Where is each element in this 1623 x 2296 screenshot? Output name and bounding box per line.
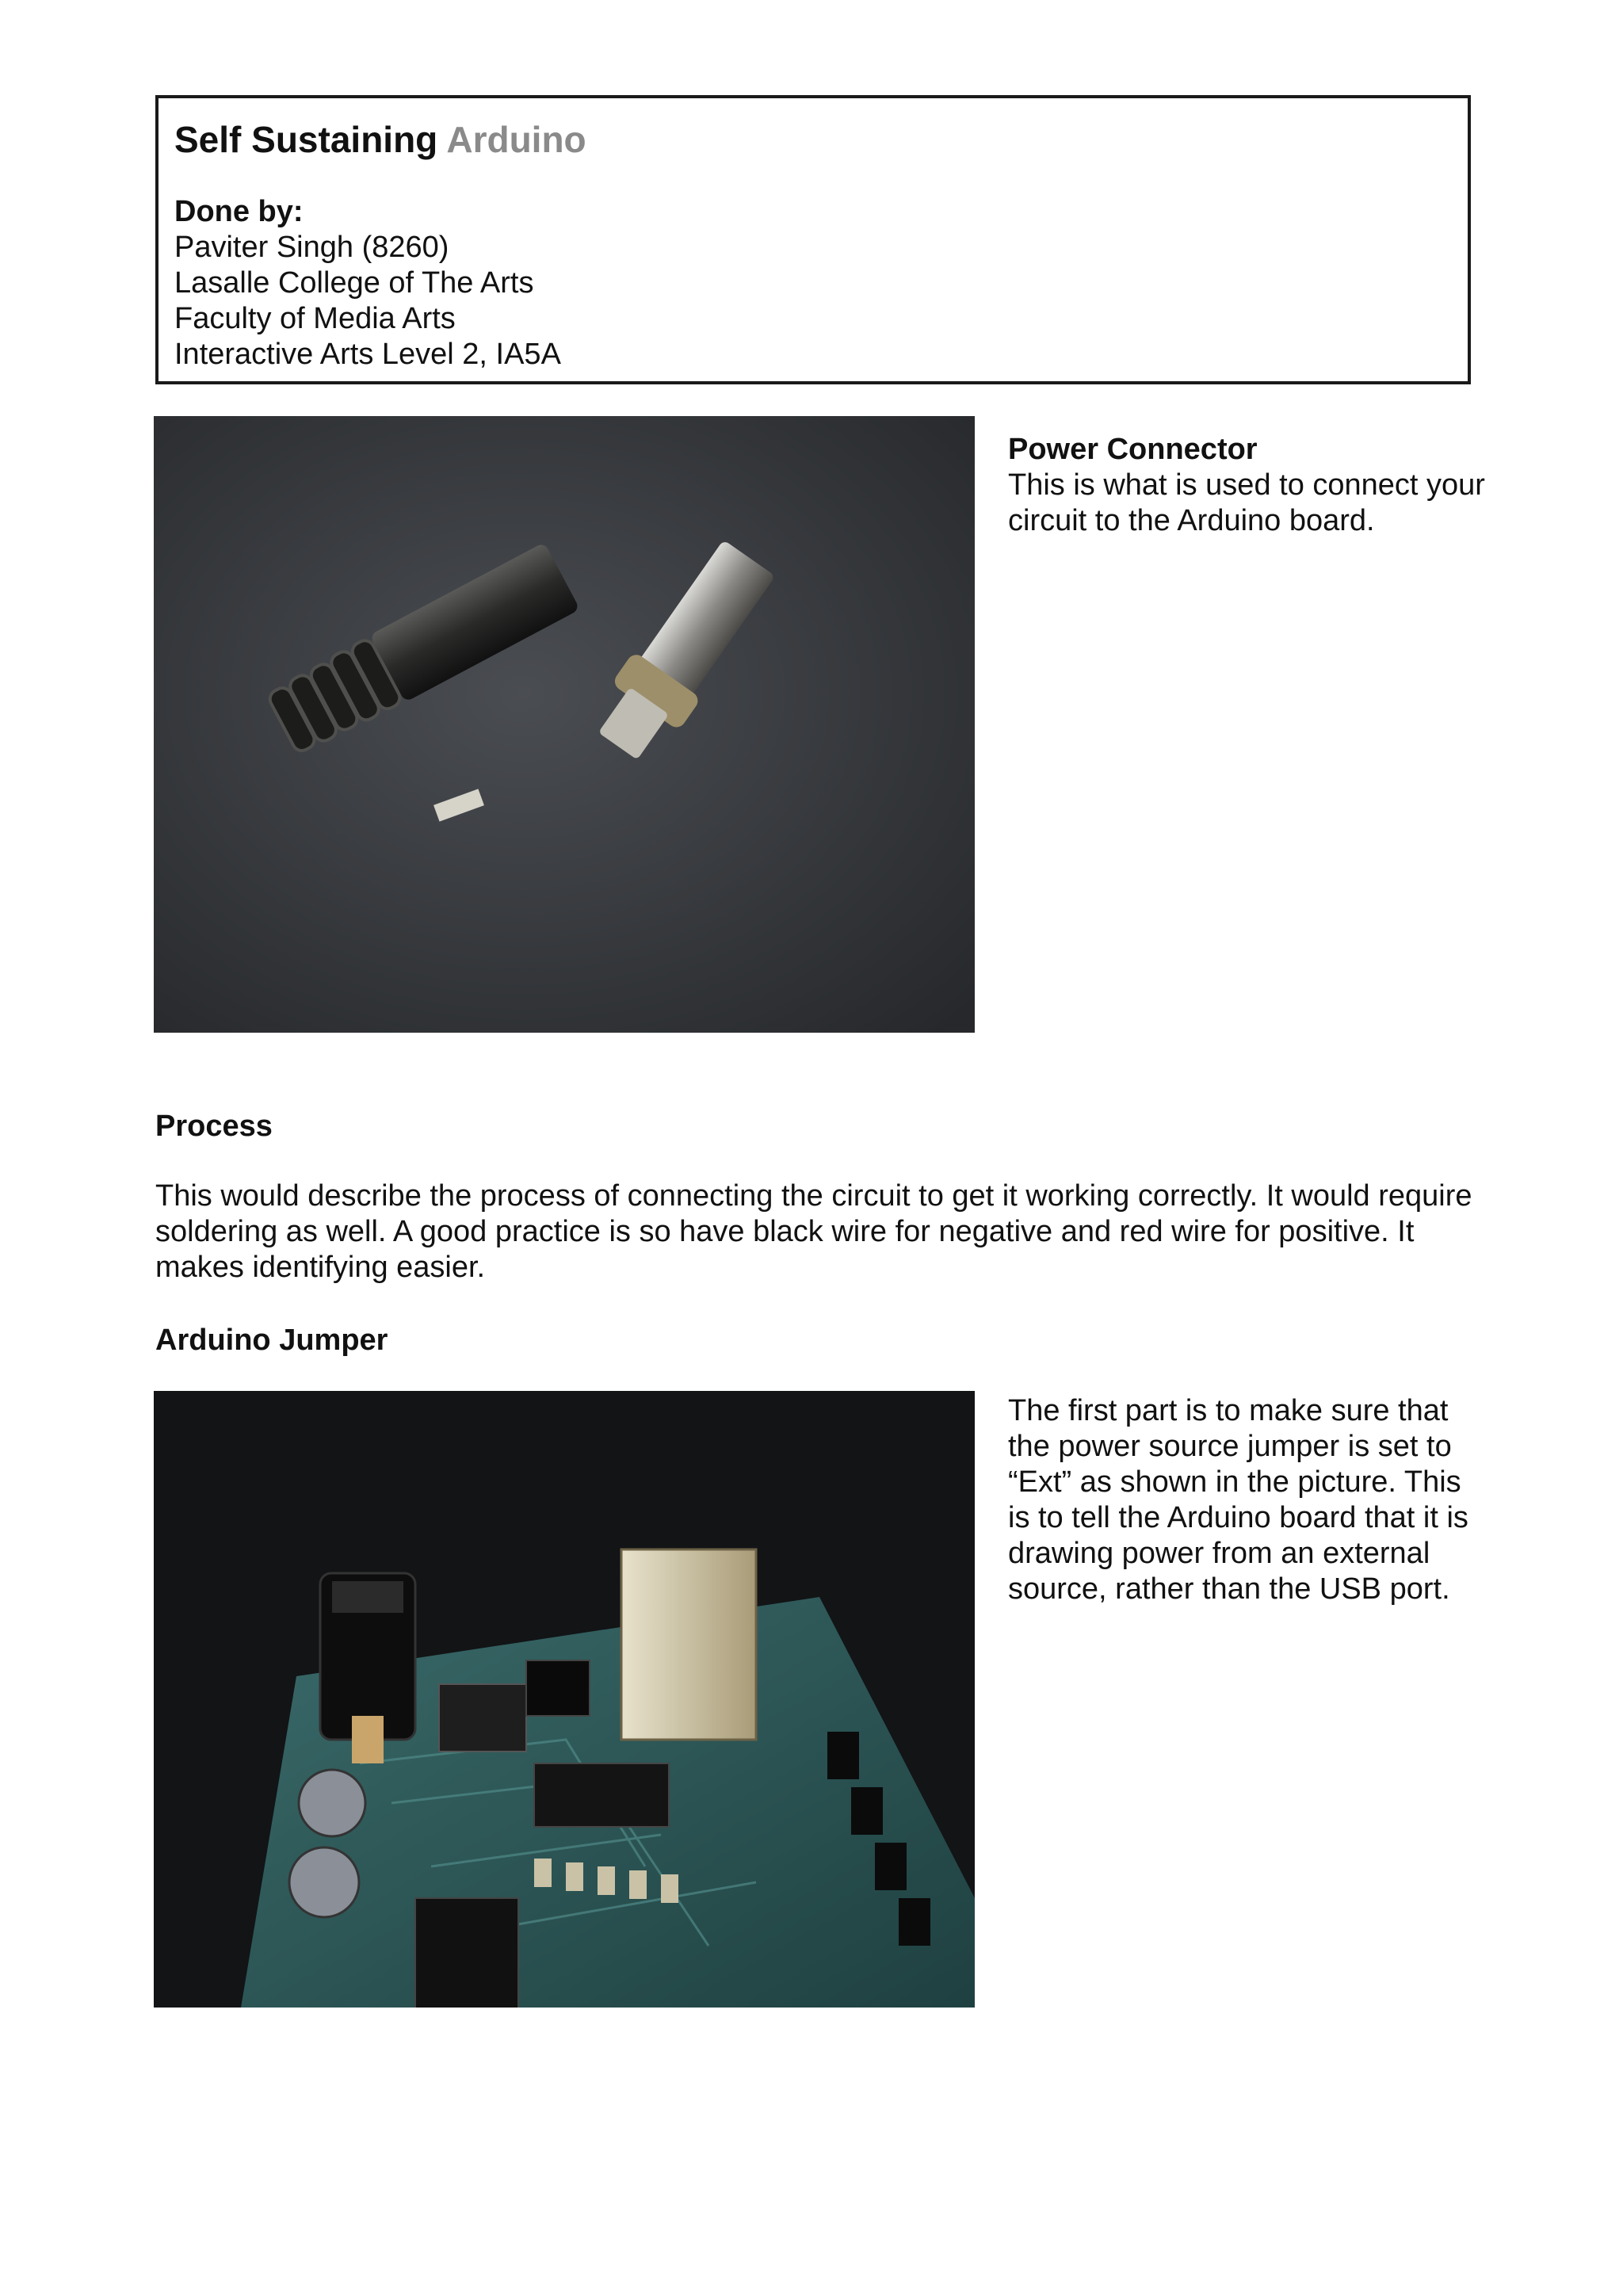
arduino-board-photo xyxy=(154,1391,975,2008)
author-name: Paviter Singh (8260) xyxy=(174,231,449,264)
author-college: Lasalle College of The Arts xyxy=(174,266,534,300)
power-connector-heading: Power Connector xyxy=(1008,433,1258,466)
title-box xyxy=(155,95,1471,384)
document-title xyxy=(174,116,1468,163)
arduino-jumper-description: The first part is to make sure that the power source jumper is set to “Ext” as shown in the picture. This is to tell the Arduino board that it is drawing power from an external source, rather than the USB port. xyxy=(1008,1394,1468,1606)
done-by-label: Done by: xyxy=(174,195,304,228)
power-connector-caption xyxy=(1008,432,1499,539)
power-connector-photo xyxy=(154,416,975,1033)
power-connector-description: This is what is used to connect your circuit to the Arduino board. xyxy=(1008,468,1485,537)
author-faculty: Faculty of Media Arts xyxy=(174,302,456,335)
process-paragraph: This would describe the process of connecting the circuit to get it working correctly. It would require soldering as well. A good practice is so have black wire for negative and red wire for positive. It makes identifying easier. xyxy=(155,1179,1472,1284)
arduino-jumper-heading: Arduino Jumper xyxy=(155,1324,388,1357)
title-accent: Arduino xyxy=(446,119,586,160)
author-level: Interactive Arts Level 2, IA5A xyxy=(174,338,561,371)
process-heading: Process xyxy=(155,1110,273,1143)
title-main: Self Sustaining xyxy=(174,119,438,160)
